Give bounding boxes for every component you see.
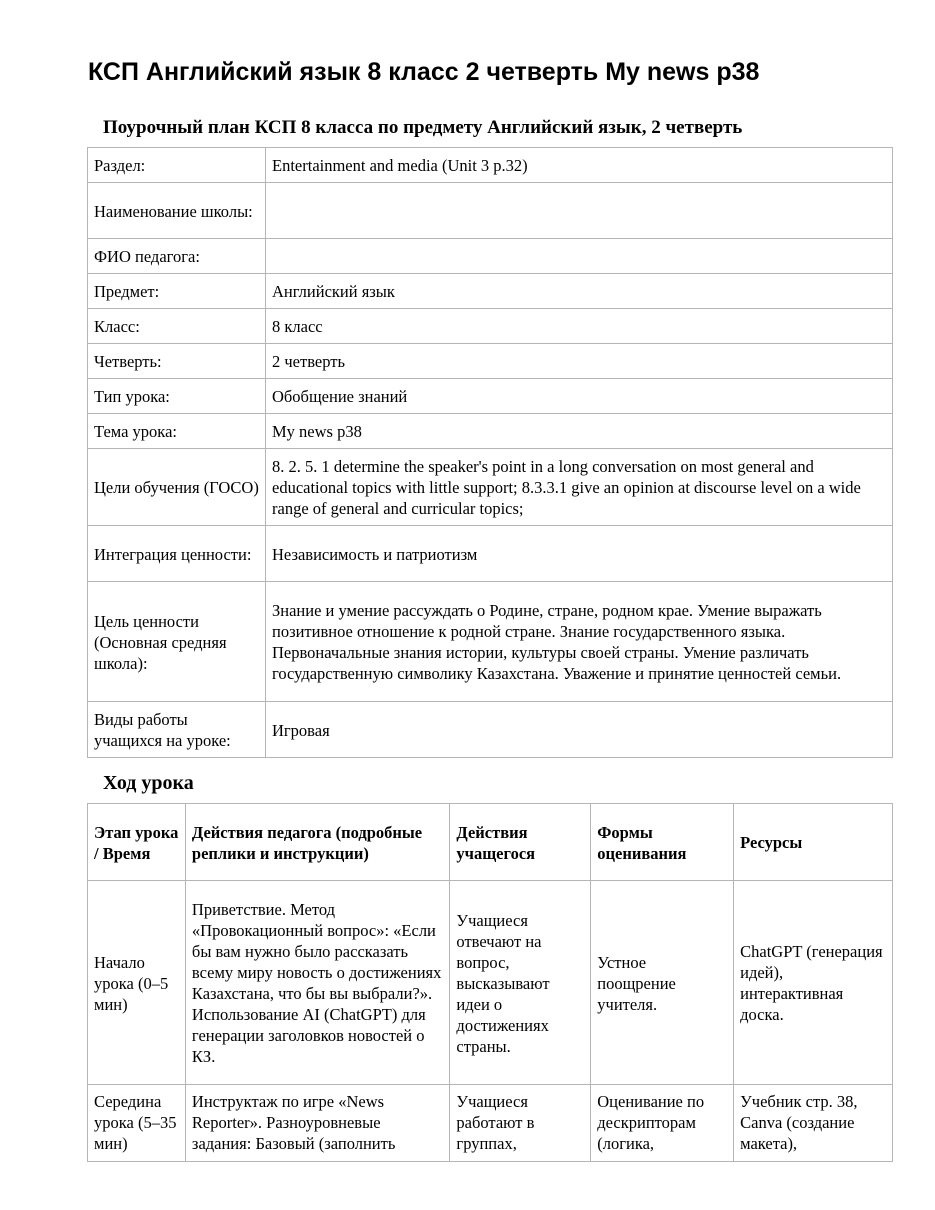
info-value: Независимость и патриотизм [266,526,893,582]
lesson-flow-heading: Ход урока [103,772,194,794]
info-row-class [88,309,893,344]
info-row-teacher [88,239,893,274]
info-row-subject [88,274,893,309]
info-row-learning-goals [88,449,893,526]
resources-cell: Учебник стр. 38, Canva (создание макета), [734,1085,893,1162]
info-value: Entertainment and media (Unit 3 p.32) [266,148,893,183]
teacher-actions-cell: Инструктаж по игре «News Reporter». Разноуровневые задания: Базовый (заполнить [185,1085,450,1162]
stage-cell: Начало урока (0–5 мин) [88,881,186,1085]
stage-cell: Середина урока (5–35 мин) [88,1085,186,1162]
table-row [88,1085,893,1162]
info-value [266,183,893,239]
info-row-work-types [88,702,893,758]
info-value: 2 четверть [266,344,893,379]
info-label: Цели обучения (ГОСО) [88,449,266,526]
info-row-quarter [88,344,893,379]
assessment-cell: Оценивание по дескрипторам (логика, [591,1085,734,1162]
column-header-assessment: Формы оценивания [591,804,734,881]
teacher-actions-cell: Приветствие. Метод «Провокационный вопрос»: «Если бы вам нужно было рассказать всему миру новость о достижениях Казахстана, что бы вы выбрали?». Использование AI (ChatGPT) для генерации заголовков новостей о КЗ. [185,881,450,1085]
info-value: My news p38 [266,414,893,449]
info-row-value-integration [88,526,893,582]
student-actions-cell: Учащиеся работают в группах, [450,1085,591,1162]
assessment-cell: Устное поощрение учителя. [591,881,734,1085]
info-value: Английский язык [266,274,893,309]
info-label: Тип урока: [88,379,266,414]
column-header-stage: Этап урока / Время [88,804,186,881]
info-label: Предмет: [88,274,266,309]
info-label: Класс: [88,309,266,344]
info-value: 8 класс [266,309,893,344]
info-label: Раздел: [88,148,266,183]
info-label: Четверть: [88,344,266,379]
info-row-school [88,183,893,239]
info-value: Игровая [266,702,893,758]
info-value [266,239,893,274]
column-header-student-actions: Действия учащегося [450,804,591,881]
info-row-lesson-topic [88,414,893,449]
info-row-value-goal [88,582,893,702]
student-actions-cell: Учащиеся отвечают на вопрос, высказывают идеи о достижениях страны. [450,881,591,1085]
info-label: Виды работы учащихся на уроке: [88,702,266,758]
info-row-lesson-type [88,379,893,414]
column-header-resources: Ресурсы [734,804,893,881]
info-label: Наименование школы: [88,183,266,239]
info-value: Обобщение знаний [266,379,893,414]
info-label: Интеграция ценности: [88,526,266,582]
resources-cell: ChatGPT (генерация идей), интерактивная доска. [734,881,893,1085]
info-row-section [88,148,893,183]
info-value: Знание и умение рассуждать о Родине, стране, родном крае. Умение выражать позитивное отношение к родной стране. Знание государственного языка. Первоначальные знания истории, культуры своей страны. Умение различать государственную символику Казахстана. Уважение и принятие ценностей семьи. [266,582,893,702]
document-subtitle: Поурочный план КСП 8 класса по предмету Английский язык, 2 четверть [103,117,743,138]
info-label: ФИО педагога: [88,239,266,274]
lesson-flow-table [87,803,893,1162]
info-value: 8. 2. 5. 1 determine the speaker's point in a long conversation on most general and educational topics with little support; 8.3.3.1 give an opinion at discourse level on a wide range of general and curricular topics; [266,449,893,526]
info-label: Цель ценности (Основная средняя школа): [88,582,266,702]
document-title: КСП Английский язык 8 класс 2 четверть My news p38 [88,58,760,86]
info-label: Тема урока: [88,414,266,449]
lesson-info-table [87,147,893,758]
table-row [88,881,893,1085]
column-header-teacher-actions: Действия педагога (подробные реплики и инструкции) [185,804,450,881]
lesson-header-row [88,804,893,881]
